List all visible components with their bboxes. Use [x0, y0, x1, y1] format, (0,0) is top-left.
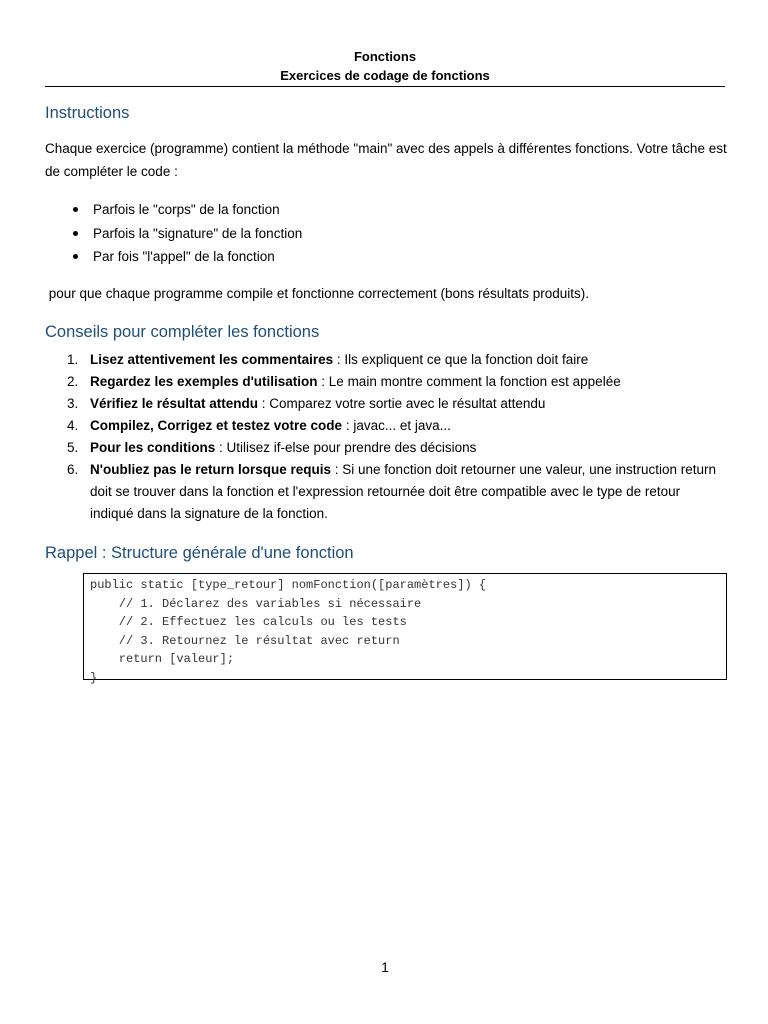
- bullet-icon: [73, 207, 78, 212]
- reminder-heading: Rappel : Structure générale d'une fonction: [45, 544, 354, 562]
- list-item-number: 4.: [67, 418, 79, 433]
- page-number: 1: [381, 959, 389, 975]
- list-item-bold: N'oubliez pas le return lorsque requis: [90, 462, 332, 477]
- bullet-icon: [73, 231, 78, 236]
- code-line: }: [90, 670, 98, 685]
- tips-heading: Conseils pour compléter les fonctions: [45, 323, 320, 341]
- list-item-text: : Le main montre comment la fonction est appelée: [317, 374, 621, 389]
- bullet-icon: [73, 254, 78, 259]
- list-item-number: 2.: [67, 374, 79, 389]
- list-item: [45, 393, 725, 415]
- list-item: [45, 415, 725, 437]
- code-line: // 1. Déclarez des variables si nécessaire: [90, 596, 422, 611]
- list-item: [45, 349, 725, 371]
- code-line: return [valeur];: [90, 652, 235, 666]
- list-item-text: : javac... et java...: [342, 418, 451, 433]
- instructions-bullet-list: [45, 198, 302, 269]
- list-item-bold: Pour les conditions: [90, 440, 216, 455]
- list-item-bold: Compilez, Corrigez et testez votre code: [90, 418, 343, 433]
- list-item-bold: Lisez attentivement les commentaires: [90, 352, 334, 367]
- list-item-text: : Si une fonction doit retourner une valeur, une instruction return doit se trouver dans la fonction et l'expression retournée doit être compatible avec le type de retour indiqué dans la signature de la fonction.: [90, 462, 716, 521]
- list-item-bold: Vérifiez le résultat attendu: [90, 396, 259, 411]
- code-line: // 2. Effectuez les calculs ou les tests: [90, 615, 407, 629]
- document-header: [45, 47, 725, 85]
- document-page: [45, 0, 725, 1024]
- list-item-text: Parfois le "corps" de la fonction: [93, 202, 280, 217]
- list-item-text: : Ils expliquent ce que la fonction doit faire: [333, 352, 589, 367]
- list-item-text: : Comparez votre sortie avec le résultat attendu: [258, 396, 546, 411]
- instructions-heading: Instructions: [45, 104, 130, 122]
- list-item: [45, 437, 725, 459]
- header-divider: [45, 86, 725, 87]
- list-item: [45, 459, 725, 525]
- document-title: Fonctions: [353, 49, 417, 64]
- list-item-text: Par fois "l'appel" de la fonction: [93, 249, 275, 264]
- instructions-outro: pour que chaque programme compile et fonctionne correctement (bons résultats produits).: [45, 286, 590, 301]
- code-line: public static [type_retour] nomFonction([paramètres]) {: [90, 578, 487, 592]
- list-item: [45, 371, 725, 393]
- instructions-intro: Chaque exercice (programme) contient la méthode "main" avec des appels à différentes fonctions. Votre tâche est de compléter le code :: [45, 141, 727, 179]
- list-item-number: 3.: [67, 396, 79, 411]
- tips-list: [45, 349, 725, 525]
- list-item-number: 6.: [67, 462, 79, 477]
- list-item: [45, 222, 302, 246]
- code-line: // 3. Retournez le résultat avec return: [90, 633, 400, 648]
- list-item-text: : Utilisez if-else pour prendre des décisions: [215, 440, 477, 455]
- list-item-number: 5.: [67, 440, 79, 455]
- list-item: [45, 198, 302, 222]
- list-item-number: 1.: [67, 352, 79, 367]
- code-block: [83, 573, 727, 685]
- list-item-bold: Regardez les exemples d'utilisation: [90, 374, 318, 389]
- list-item-text: Parfois la "signature" de la fonction: [93, 225, 303, 241]
- document-subtitle: Exercices de codage de fonctions: [280, 68, 490, 83]
- list-item: [45, 245, 302, 269]
